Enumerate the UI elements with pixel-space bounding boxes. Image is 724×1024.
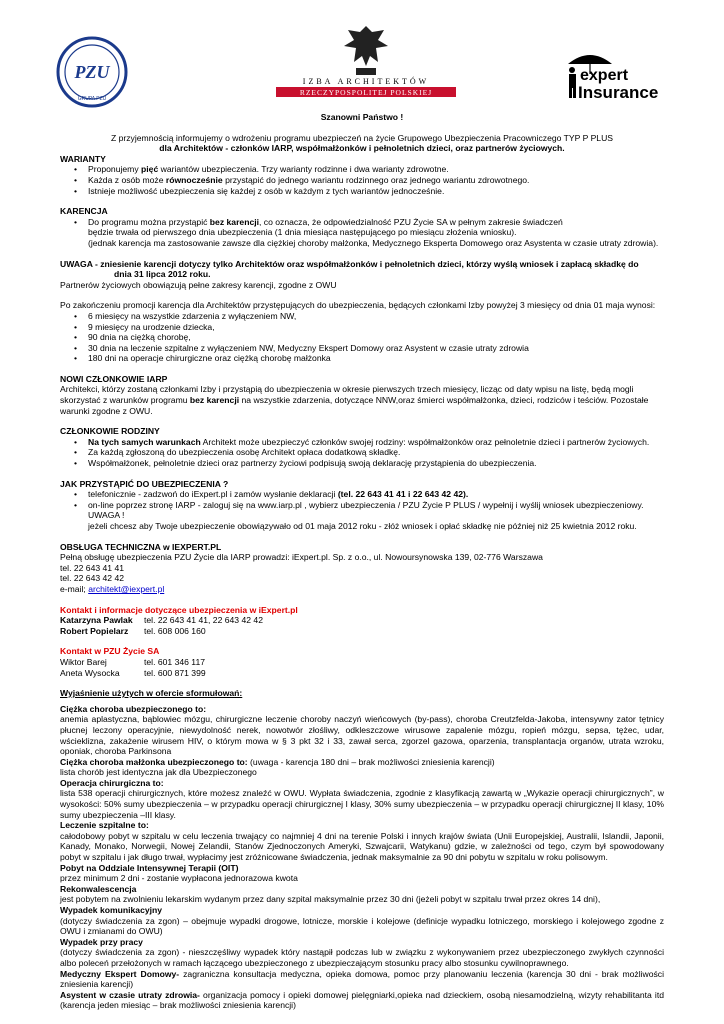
definition-term: Operacja chirurgiczna to: bbox=[60, 777, 164, 788]
definition-text: lista 538 operacji chirurgicznych, które możesz znaleźć w OWU. Wypłata świadczenia, zgodnie z klasyfikacją zawartą w „Wykazie operacji chirurgicznych”, w wysokości: 50% sumy ubezpieczenia – w przypadku operacji chirurgicznej I klasy, 30% sumy ubezpieczenia – w przypadku operacji chirurgicznej II klasy, 10% sumy ubezpieczenia –III klasy. bbox=[60, 788, 664, 820]
list-item: • Na tych samych warunkach Architekt może ubezpieczyć członków swojej rodziny: współmałżonków oraz pełnoletnie dzieci i partnerów życiowych. bbox=[88, 437, 664, 448]
list-item: • 180 dni na operacje chirurgiczne oraz ciężką chorobę małżonka bbox=[88, 353, 664, 364]
greeting: Szanowni Państwo ! bbox=[320, 112, 404, 122]
promo-text: Po zakończeniu promocji karencja dla Architektów przystępujących do ubezpieczenia, będących członkami Izby powyżej 3 miesięcy od dnia 01 maja wynosi: bbox=[60, 300, 656, 311]
obsluga-tel-1: tel. 22 643 41 41 bbox=[60, 562, 125, 573]
karencja-list bbox=[60, 217, 664, 228]
intro-line-2: dla Architektów - członków IARP, współmałżonków i pełnoletnich dzieci, oraz partnerów życiowych. bbox=[159, 143, 565, 154]
definition-text: jest pobytem na zwolnieniu lekarskim wydanym przez dany szpital maksymalnie przez 30 dni (jeżeli pobyt w szpitalu trwał przez okres 14 dni), bbox=[60, 894, 601, 905]
definition-text: całodobowy pobyt w szpitalu w celu leczenia trwający co najmniej 4 dni na terenie Polski i innych krajów świata (Unii Europejskiej, Australii, Islandii, Japonii, Kanady, Monako, Norwegii, Nowej Zelandii, Stanów Zjednoczonych Ameryki, Szwajcarii, Watykanu) gdzie, w zależności od tego, czym był spowodowany pobyt w szpitalu i jak długo trwał, wypłacimy jest zróżnicowane świadczenia, jednak maksymalnie za 90 dni pobytu w szpitalu w roku polisowym. bbox=[60, 830, 664, 863]
definition-row: Medyczny Ekspert Domowy- zagraniczna konsultacja medyczna, opieka domowa, pomoc przy planowaniu leczenia (karencja 30 dni - brak możliwości zniesienia karencji) bbox=[60, 968, 664, 990]
definition-text: anemia aplastyczna, bąblowiec mózgu, chirurgiczne leczenie choroby naczyń wieńcowych (by-pass), choroba Creutzfelda-Jakoba, intensywny zator tętnicy płucnej leczony operacyjnie, niewydolność nerek, nowotwór złośliwy, odkleszczowe wirusowe zapalenie mózgu, ropień mózgu, sepsa, tężec, udar, wścieklizna, zakażenie wirusem HIV, o którym mowa w § 3 pkt 32 i 33, zawał serca, zgorzel gazowa, oparzenia, transplantacja organów, utrata wzroku, oponiak, choroba Parkinsona bbox=[60, 714, 664, 757]
pzu-logo bbox=[56, 36, 128, 108]
section-karencja-heading: KARENCJA bbox=[60, 206, 108, 217]
expert-insurance-logo bbox=[560, 46, 666, 102]
definition-text: (dotyczy świadczenia za zgon) - nieszczęśliwy wypadek który nastąpił podczas lub w związku z wykonywaniem przez ubezpieczonego zwykłych czynności albo poleceń przełożonych w ramach łączącego ubezpieczonego z ubezpieczającym stosunku pracy albo stosunku cywilnoprawnego. bbox=[60, 947, 664, 968]
document-body bbox=[60, 112, 664, 1011]
jak-deadline: jeżeli chcesz aby Twoje ubezpieczenie obowiązywało od 01 maja 2012 roku - złóż wniosek i opłać składkę nie później niż 25 kwietnia 2012 roku. bbox=[88, 521, 637, 531]
partnerzy-note: Partnerów życiowych obowiązują pełne zakresy karencji, zgodne z OWU bbox=[60, 279, 337, 290]
intro-line-1: Z przyjemnością informujemy o wdrożeniu programu ubezpieczeń na życie Grupowego Ubezpieczenia Pracowniczego TYP P PLUS bbox=[110, 132, 614, 143]
list-item: • Za każdą zgłoszoną do ubezpieczenia osobę Architekt opłaca dodatkową składkę. bbox=[88, 447, 664, 458]
expert-line2: Insurance bbox=[578, 83, 659, 102]
definition-term: Ciężka choroba ubezpieczonego to: bbox=[60, 703, 207, 714]
list-item: • telefonicznie - zadzwoń do iExpert.pl i zamów wysłanie deklaracji (tel. 22 643 41 41 i 22 643 42 42). bbox=[88, 489, 664, 500]
definition-row: Ciężka choroba małżonka ubezpieczonego to: (uwaga - karencja 180 dni – brak możliwości zniesienia karencji) bbox=[60, 756, 495, 767]
section-warianty-heading: WARIANTY bbox=[60, 153, 106, 164]
list-item: • 90 dnia na ciężką chorobę, bbox=[88, 332, 664, 343]
definition-term: Rekonwalescencja bbox=[60, 883, 137, 894]
person-icon bbox=[569, 67, 576, 98]
section-jak-heading: JAK PRZYSTĄPIĆ DO UBEZPIECZENIA ? bbox=[60, 478, 229, 489]
jak-list bbox=[60, 489, 664, 510]
list-item: • 6 miesięcy na wszystkie zdarzenia z wyłączeniem NW, bbox=[88, 311, 664, 322]
eagle-icon bbox=[344, 26, 388, 75]
obsluga-tel-2: tel. 22 643 42 42 bbox=[60, 573, 125, 584]
definition-term: Pobyt na Oddziale Intensywnej Terapii (OIT) bbox=[60, 862, 239, 873]
list-item: • Każda z osób może równocześnie przystąpić do jednego wariantu rodzinnego oraz jednego wariantu zdrowotnego. bbox=[88, 175, 664, 186]
list-item: • Współmałżonek, pełnoletnie dzieci oraz partnerzy życiowi podpisują swoją deklarację przystąpienia do ubezpieczenia. bbox=[88, 458, 664, 469]
obsluga-line-1: Pełną obsługę ubezpieczenia PZU Życie dla IARP prowadzi: iExpert.pl. Sp. z o.o., ul. Nowoursynowska 139, 02-776 Warszawa bbox=[60, 552, 543, 563]
jak-uwaga: UWAGA ! bbox=[88, 510, 125, 521]
definition-text: (dotyczy świadczenia za zgon) – obejmuje wypadki drogowe, lotnicze, morskie i kolejowe (definicje wypadku lotniczego, morskiego i kolejowego zgodne z OWU i zmianami do OWU) bbox=[60, 915, 664, 937]
definition-term: Wypadek przy pracy bbox=[60, 936, 143, 947]
promo-list bbox=[60, 311, 664, 364]
karencja-line-2: będzie trwała od pierwszego dnia ubezpieczenia (1 dnia miesiąca następującego po miesiącu złożenia wniosku). bbox=[88, 227, 517, 238]
section-rodziny-heading: CZŁONKOWIE RODZINY bbox=[60, 426, 160, 437]
email-link[interactable]: architekt@iexpert.pl bbox=[88, 583, 165, 594]
list-item: • on-line poprzez stronę IARP - zaloguj się na www.iarp.pl , wybierz ubezpieczenia / PZU Życie P PLUS / wypełnij i wyślij wniosek ubezpieczeniowy. bbox=[88, 500, 664, 511]
definition-text: przez minimum 2 dni - zostanie wypłacona jednorazowa kwota bbox=[60, 873, 298, 884]
definition-row: Asystent w czasie utraty zdrowia- organizacja pomocy i opieki domowej pielęgniarki,opieka nad dzieckiem, osobą niesamodzielną, wizyty rehabilitanta itd (karencja jeden miesiąc – brak możliwości zniesienia karencji) bbox=[60, 989, 664, 1011]
definition-term: Leczenie szpitalne to: bbox=[60, 820, 149, 831]
list-item: • 9 miesięcy na urodzenie dziecka, bbox=[88, 322, 664, 333]
warianty-list bbox=[60, 164, 664, 196]
uwaga-line-2: dnia 31 lipca 2012 roku. bbox=[114, 269, 211, 280]
rodziny-list bbox=[60, 437, 664, 469]
definitions bbox=[60, 704, 664, 1011]
iarp-line2: RZECZYPOSPOLITEJ POLSKIEJ bbox=[299, 88, 433, 97]
iarp-line1: IZBA ARCHITEKTÓW bbox=[302, 77, 430, 86]
iarp-logo bbox=[272, 22, 460, 98]
list-item: • Do programu można przystąpić bez karencji, co oznacza, że odpowiedzialność PZU Życie SA w pełnym zakresie świadczeń bbox=[88, 217, 664, 228]
nowi-text: Architekci, którzy zostaną członkami Izby i przystąpią do ubezpieczenia w okresie pierwszych trzech miesięcy, licząc od daty wpisu na listę, będą mogli skorzystać z warunków programu bez karencji na wszystkie zdarzenia, dotyczące NNW,oraz śmierci współmałżonka, dzieci, rodziców i teściów. Pozostałe warunki zgodne z OWU. bbox=[60, 384, 649, 416]
pzu-ring-text: GRUPA PZU bbox=[77, 96, 107, 102]
kontakt-pzu-heading: Kontakt w PZU Życie SA bbox=[60, 646, 160, 657]
contact-row: Wiktor Barej tel. 601 346 117 bbox=[60, 656, 206, 667]
pzu-logo-text: PZU bbox=[74, 62, 110, 82]
section-nowi-heading: NOWI CZŁONKOWIE IARP bbox=[60, 373, 168, 384]
contact-row: Robert Popielarz tel. 608 006 160 bbox=[60, 625, 206, 636]
kontakt-iexpert-heading: Kontakt i informacje dotyczące ubezpieczenia w iExpert.pl bbox=[60, 604, 298, 615]
list-item: • 30 dnia na leczenie szpitalne z wyłączeniem NW, Medyczny Ekspert Domowy oraz Asystent w czasie utraty zdrowia bbox=[88, 343, 664, 354]
contact-row: Katarzyna Pawlak tel. 22 643 41 41, 22 643 42 42 bbox=[60, 615, 263, 626]
expert-line1: expert bbox=[580, 67, 629, 84]
umbrella-icon bbox=[568, 55, 612, 64]
definition-term: Wypadek komunikacyjny bbox=[60, 905, 163, 915]
wyjasnienie-heading: Wyjaśnienie użytych w ofercie sformułowań: bbox=[60, 688, 243, 699]
obsluga-email-row: e-mail; architekt@iexpert.pl bbox=[60, 583, 165, 594]
karencja-line-3: (jednak karencja ma zastosowanie zawsze dla ciężkiej choroby małżonka, Medycznego Eksperta Domowego oraz Asystenta w czasie utraty zdrowia). bbox=[88, 237, 659, 248]
definition-text: lista chorób jest identyczna jak dla Ubezpieczonego bbox=[60, 767, 257, 778]
section-obsluga-heading: OBSŁUGA TECHNICZNA w IEXPERT.PL bbox=[60, 541, 222, 552]
uwaga-line-1: UWAGA - zniesienie karencji dotyczy tylko Architektów oraz współmałżonków i pełnoletnich dzieci, którzy wyślą wniosek i zapłacą składkę do bbox=[60, 258, 639, 269]
list-item: • Istnieje możliwość ubezpieczenia się każdej z osób w każdym z tych wariantów jednocześnie. bbox=[88, 186, 664, 197]
list-item: • Proponujemy pięć wariantów ubezpieczenia. Trzy warianty rodzinne i dwa warianty zdrowotne. bbox=[88, 164, 664, 175]
contact-row: Aneta Wysocka tel. 600 871 399 bbox=[60, 667, 206, 678]
